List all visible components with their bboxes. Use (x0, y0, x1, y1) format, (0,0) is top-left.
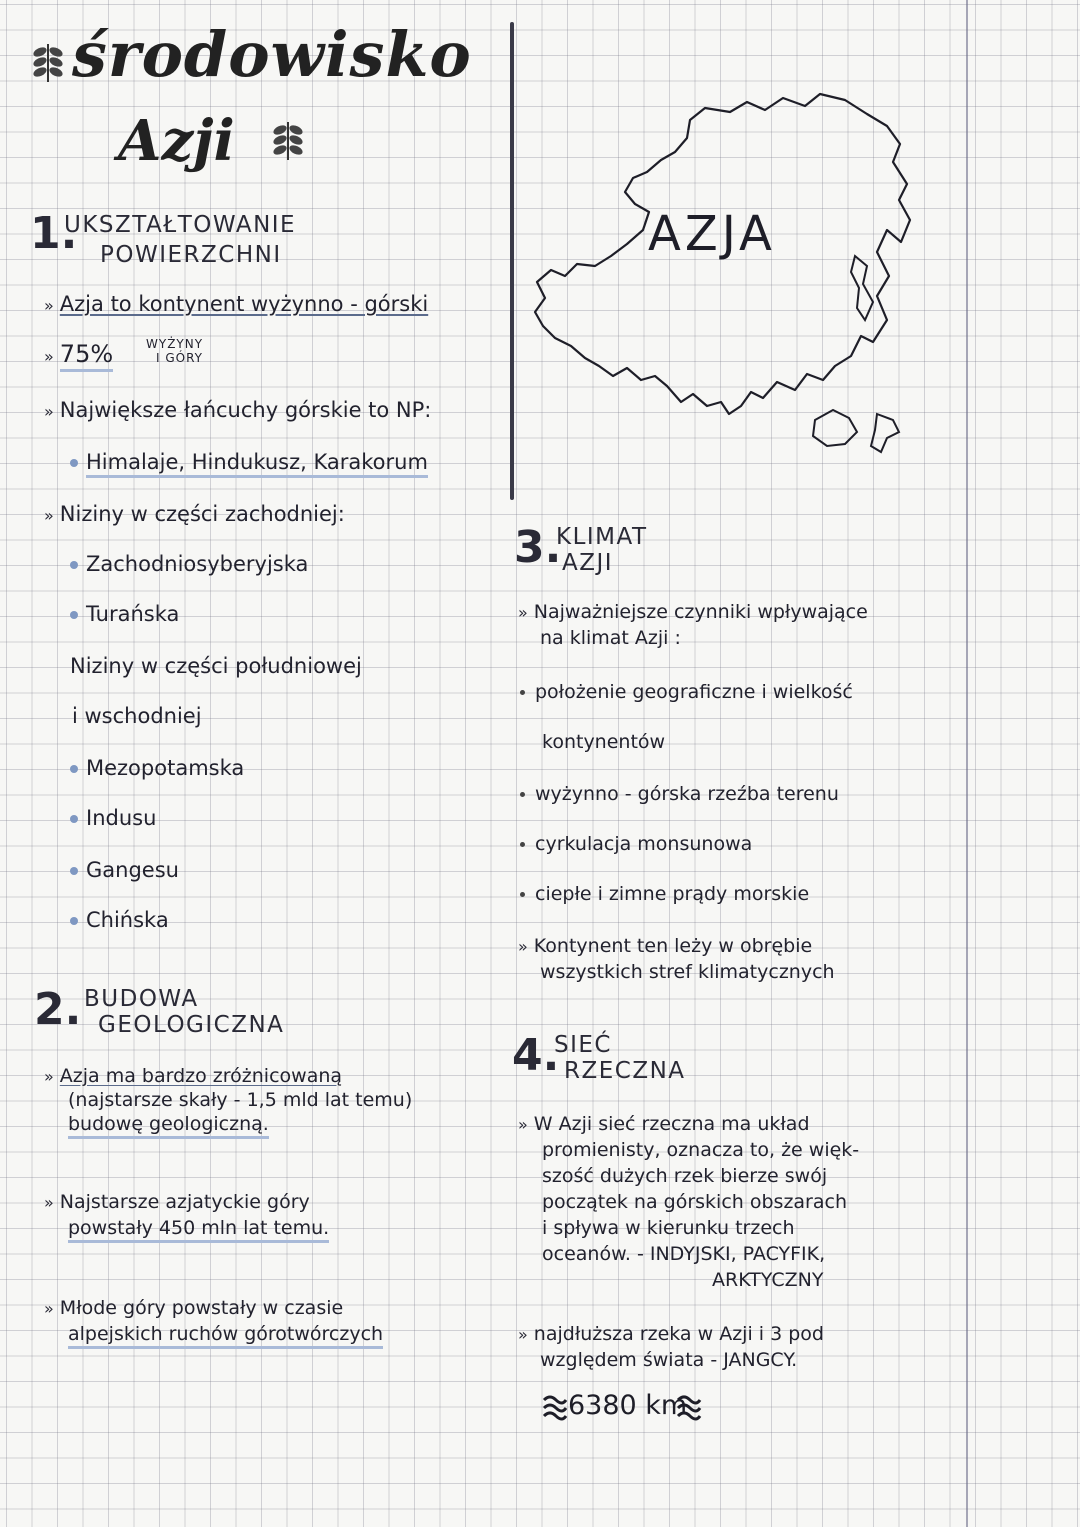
s1-west-lowland-2: Turańska (70, 602, 179, 626)
s1-se-lowland-1: Mezopotamska (70, 756, 244, 780)
bullet-dot-icon (520, 842, 525, 847)
column-divider (510, 22, 514, 500)
s1-point3: » Największe łańcuchy górskie to NP: (44, 398, 432, 422)
s1-pct-note-line1: WYŻYNY (146, 337, 204, 351)
asia-outline-map (515, 80, 915, 470)
section1-heading-line2: POWIERZCHNI (100, 242, 282, 268)
s1-west-lowland-1: Zachodniosyberyjska (70, 552, 308, 576)
s3-factor1-line2: kontynentów (542, 731, 666, 753)
s1-point4: » Niziny w części zachodniej: (44, 502, 345, 526)
bullet-dot-icon (70, 459, 78, 467)
double-arrow-icon: » (518, 1325, 528, 1344)
s3-factor2: wyżynno - górska rzeźba terenu (520, 782, 839, 807)
s4-p1-line6: oceanów. - INDYJSKI, PACYFIK, (542, 1243, 826, 1265)
page-title-line2: Azji (118, 108, 235, 174)
s2-p1-line3: budowę geologiczną. (68, 1112, 269, 1137)
s4-p1-line3: szość dużych rzek bierze swój (542, 1165, 828, 1187)
leaf-sprig-icon-2 (270, 118, 306, 162)
double-arrow-icon: » (44, 402, 54, 421)
bullet-dot-icon (70, 765, 78, 773)
double-arrow-icon: » (44, 347, 54, 366)
s4-p1-line4: początek na górskich obszarach (542, 1191, 848, 1213)
s1-point1: » Azja to kontynent wyżynno - górski (44, 292, 429, 316)
wavy-ornament-icon (676, 1392, 704, 1420)
double-arrow-icon: » (518, 937, 528, 956)
leaf-sprig-icon (30, 40, 66, 84)
bullet-dot-icon (520, 792, 525, 797)
s1-pct-note-line2: I GÓRY (156, 351, 203, 365)
s3-intro-line2: na klimat Azji : (540, 627, 681, 649)
section2-heading-line2: GEOLOGICZNA (98, 1012, 285, 1038)
map-label: AZJA (648, 206, 776, 262)
s2-p1-line2: (najstarsze skały - 1,5 mld lat temu) (68, 1089, 413, 1111)
margin-line (966, 0, 968, 1527)
s1-south-east-line2: i wschodniej (72, 704, 202, 728)
section3-heading-line1: KLIMAT (556, 524, 648, 550)
section4-heading-line2: RZECZNA (564, 1058, 686, 1084)
s2-p3-line1: » Młode góry powstały w czasie (44, 1297, 344, 1319)
s2-p3-line2: alpejskich ruchów górotwórczych (68, 1322, 383, 1347)
double-arrow-icon: » (518, 1115, 528, 1134)
section3-number: 3. (514, 522, 562, 573)
s3-outro-line1: » Kontynent ten leży w obrębie (518, 935, 813, 957)
s1-south-east-line1: Niziny w części południowej (70, 654, 362, 678)
bullet-dot-icon (70, 561, 78, 569)
s1-se-lowland-4: Chińska (70, 908, 169, 932)
river-length: 6380 km (568, 1390, 688, 1421)
section4-heading-line1: SIEĆ (554, 1032, 612, 1058)
s4-p1-line2: promienisty, oznacza to, że więk- (542, 1139, 860, 1161)
s3-factor3: cyrkulacja monsunowa (520, 832, 752, 857)
s1-mountains: Himalaje, Hindukusz, Karakorum (70, 450, 428, 474)
s3-intro-line1: » Najważniejsze czynniki wpływające (518, 601, 868, 623)
s4-p1-line1: » W Azji sieć rzeczna ma układ (518, 1113, 810, 1135)
section4-number: 4. (512, 1030, 560, 1081)
bullet-dot-icon (70, 611, 78, 619)
s1-point2: » 75% (44, 340, 113, 368)
double-arrow-icon: » (44, 1193, 54, 1212)
bullet-dot-icon (520, 892, 525, 897)
s3-factor1-line1: położenie geograficzne i wielkość (520, 680, 853, 705)
double-arrow-icon: » (44, 506, 54, 525)
section2-heading-line1: BUDOWA (84, 986, 199, 1012)
s2-p2-line1: » Najstarsze azjatyckie góry (44, 1191, 310, 1213)
s3-factor4: ciepłe i zimne prądy morskie (520, 882, 809, 907)
section1-heading-line1: UKSZTAŁTOWANIE (64, 212, 297, 238)
bullet-dot-icon (70, 815, 78, 823)
double-arrow-icon: » (44, 1299, 54, 1318)
wavy-ornament-icon (540, 1392, 568, 1420)
section3-heading-line2: AZJI (562, 550, 614, 576)
s4-p2-line1: » najdłuższa rzeka w Azji i 3 pod (518, 1323, 824, 1345)
section2-number: 2. (34, 984, 82, 1035)
s2-p1-line1: » Azja ma bardzo zróżnicowaną (44, 1065, 343, 1087)
section1-number: 1. (30, 208, 78, 259)
bullet-dot-icon (70, 867, 78, 875)
double-arrow-icon: » (518, 603, 528, 622)
double-arrow-icon: » (44, 1067, 54, 1086)
bullet-dot-icon (70, 917, 78, 925)
s4-p1-line5: i spływa w kierunku trzech (542, 1217, 795, 1239)
s4-p2-line2: względem świata - JANGCY. (540, 1349, 798, 1371)
s4-p1-line7: ARKTYCZNY (712, 1269, 824, 1291)
bullet-dot-icon (520, 690, 525, 695)
page-title-line1: środowisko (72, 18, 472, 91)
s1-se-lowland-2: Indusu (70, 806, 156, 830)
double-arrow-icon: » (44, 296, 54, 315)
s2-p2-line2: powstały 450 mln lat temu. (68, 1216, 329, 1241)
s1-se-lowland-3: Gangesu (70, 858, 179, 882)
s3-outro-line2: wszystkich stref klimatycznych (540, 961, 835, 983)
